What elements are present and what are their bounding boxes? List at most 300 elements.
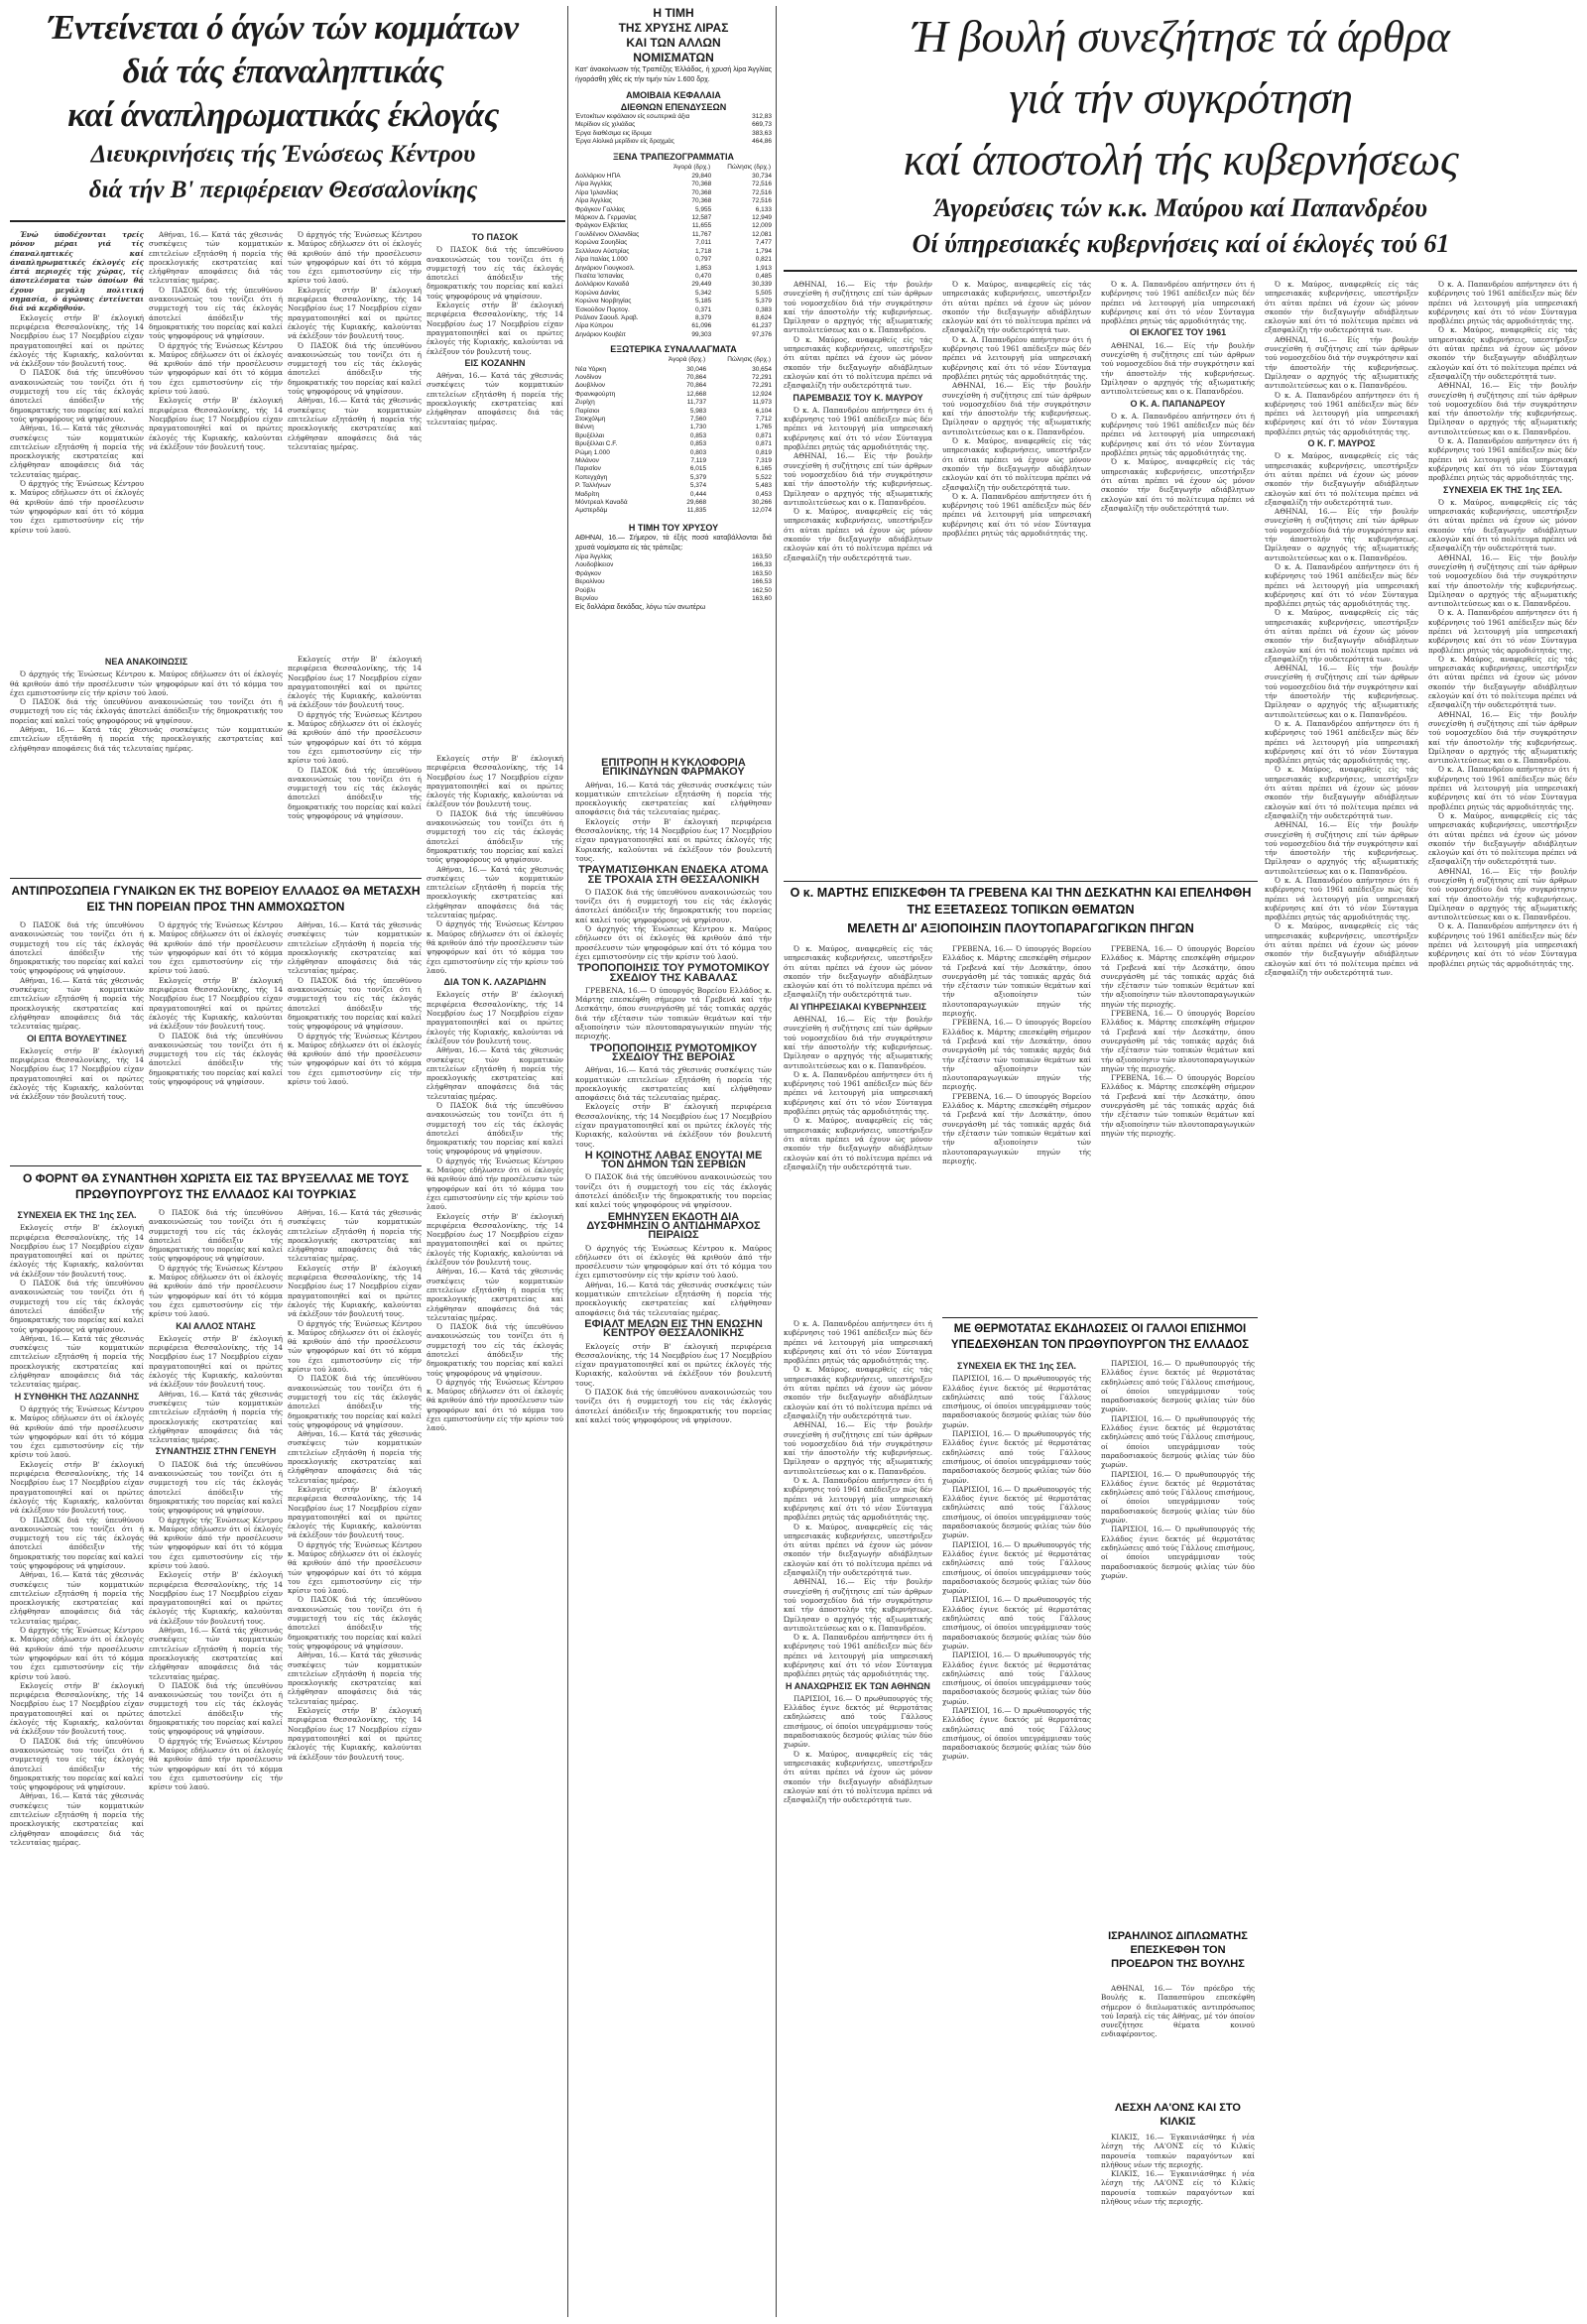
sell-header: Πώλησις (δρχ.) (727, 163, 771, 171)
rate-value: 5,379 (689, 473, 707, 481)
article-paragraph: Ό κ. Μαύρος, αναφερθείς είς τάς υπηρεσιακάς κυβερνήσεις, υπεστήριξεν ότι αύται πρέπει νά έχουν ώς μόνον σκοπόν τήν διεξαγωγήν αδιάβλητων εκλογών καί ότι τό πολίτευμα πρέπει νά εξασφαλίζη τήν ουδετερότητά των. (1265, 608, 1418, 664)
rate-value: 0,871 (755, 431, 772, 439)
rate-value: 5,483 (755, 482, 772, 490)
rate-label: Λίρα Άγγλίας (575, 181, 612, 188)
left-headline-line5: διά τήν Β' περιφέρειαν Θεσσαλονίκης (88, 177, 478, 203)
article-column (10, 655, 283, 873)
article-column (942, 1359, 1091, 2306)
rate-value: 1,794 (755, 247, 772, 255)
rate-row (575, 239, 772, 247)
article-column (1101, 1984, 1255, 2093)
article-paragraph: ΠΑΡΙΣΙΟΙ, 16.— Ό πρωθυπουργός τής Ελλάδος έγινε δεκτός μέ θερμοτάτας εκδηλώσεις από τούς Γάλλους επισήμους, οί όποίοι υπεγράμμισαν τούς παραδοσιακούς δεσμούς φιλίας τών δύο χωρών. (942, 1651, 1091, 1706)
section-rule (784, 881, 1258, 882)
article-paragraph: ΠΑΡΙΣΙΟΙ, 16.— Ό πρωθυπουργός τής Ελλάδος έγινε δεκτός μέ θερμοτάτας εκδηλώσεις από τούς Γάλλους επισήμους, οί όποίοι υπεγράμμισαν τούς παραδοσιακούς δεσμούς φιλίας τών δύο χωρών. (942, 1374, 1091, 1429)
article-paragraph: Ό άρχηγός τής Ένώσεως Κέντρου κ. Μαύρος εδήλωσεν ότι οί έκλογές θά κριθούν άπό τήν προσέλευσιν τών ψηφοφόρων καί ότι τό κόμμα του έχει εμπιστοσύνην είς τήν κρίσιν τού λαού. (427, 1156, 563, 1212)
rate-value: 7,477 (755, 239, 772, 247)
article-paragraph: Εκλογείς στήν Β' έκλογική περιφέρεια Θεσσαλονίκης, τής 14 Νοεμβρίου έως 17 Νοεμβρίου είχαν πραγματοποιηθεί καί οι πρώτες έκλογές τής Κυριακής, καλούνται νά έκλέξουν τόν βουλευτή τους. (149, 1570, 283, 1626)
rate-value: 0,803 (689, 448, 707, 456)
left-headline-line1: Έντείνεται ό άγών τών κομμάτων (48, 8, 519, 47)
rate-row (575, 382, 772, 390)
rate-value: 12,668 (686, 390, 707, 398)
rate-label: Μερίδιον είς χιλιάδας (575, 121, 636, 129)
buy-header: Άγορά (δρχ.) (673, 163, 711, 171)
rate-value: 0,453 (755, 490, 772, 498)
article-paragraph: Ό κ. Α. Παπανδρέου απήντησεν ότι ή κυβέρνησις τού 1961 απέδειξεν πώς δέν πρέπει νά λειτουργή μία υπηρεσιακή κυβέρνησις καί ότι τό νέον Σύνταγμα προβλέπει ρητώς τάς αρμοδιότητάς της. (1428, 280, 1577, 326)
column-rule (776, 6, 777, 2317)
rate-label: Δολλάριον Καναδά (575, 281, 630, 289)
article-paragraph: Ό κ. Μαύρος, αναφερθείς είς τάς υπηρεσιακάς κυβερνήσεις, υπεστήριξεν ότι αύται πρέπει νά έχουν ώς μόνον σκοπόν τήν διεξαγωγήν αδιάβλητων εκλογών καί ότι τό πολίτευμα πρέπει νά εξασφαλίζη τήν ουδετερότητά των. (1265, 765, 1418, 820)
article-paragraph: Ό ΠΑΣΟΚ διά τής ύπευθύνου ανακοινώσεώς του τονίζει ότι ή συμμετοχή του είς τάς έκλογάς άποτελεί άπόδειξιν τής δημοκρατικής του πορείας καί καλεί τούς ψηφοφόρους νά ψηφίσουν. (10, 697, 283, 725)
rate-label: Μιλάνον (575, 457, 599, 465)
article-paragraph: Ό ΠΑΣΟΚ διά τής ύπευθύνου ανακοινώσεώς του τονίζει ότι ή συμμετοχή του είς τάς έκλογάς άποτελεί άπόδειξιν τής δημοκρατικής του πορείας καί καλεί τούς ψηφοφόρους νά ψηφίσουν. (575, 1172, 772, 1210)
article-paragraph: Ό ΠΑΣΟΚ διά τής ύπευθύνου ανακοινώσεώς του τονίζει ότι ή συμμετοχή του είς τάς έκλογάς άποτελεί άπόδειξιν τής δημοκρατικής του πορείας καί καλεί τούς ψηφοφόρους νά ψηφίσουν. (149, 285, 283, 341)
subhead-martis: Ο κ. ΜΑΡΤΗΣ ΕΠΙΣΚΕΦΘΗ ΤΑ ΓΡΕΒΕΝΑ ΚΑΙ ΤΗΝ ΔΕΣΚΑΤΗΝ ΚΑΙ ΕΠΕΛΗΦΘΗ ΤΗΣ ΕΞΕΤΑΣΕΩΣ ΤΟΠΙΚΩΝ ΘΕΜΑΤΩΝ (790, 886, 1252, 917)
article-paragraph: ΑΘΗΝΑΙ, 16.— Είς τήν βουλήν συνεχίσθη ή συζήτησις επί τών άρθρων τού νομοσχεδίου διά τήν συγκρότησιν καί τήν άποστολήν τής κυβερνήσεως. Ώμίλησαν ο αρχηγός τής αξιωματικής αντιπολιτεύσεως και ο κ. Παπανδρέου. (1265, 820, 1418, 876)
rate-label: Κορώνα Νορβηγίας (575, 298, 632, 306)
rate-label: Μαδρίτη (575, 490, 600, 498)
article-paragraph: ΑΘΗΝΑΙ, 16.— Τόν πρόεδρο τής Βουλής κ. Παπασπύρου επεσκέφθη σήμερον ό διπλωματικός αντιπρόσωπος τού Ισραήλ είς τάς Αθήνας, μέ τόν όποίον συνεζήτησε θέματα κοινού ενδιαφέροντος. (1101, 1984, 1255, 2039)
article-paragraph: Ό άρχηγός τής Ένώσεως Κέντρου κ. Μαύρος εδήλωσεν ότι οί έκλογές θά κριθούν άπό τήν προσέλευσιν τών ψηφοφόρων καί ότι τό κόμμα του έχει εμπιστοσύνην είς τήν κρίσιν τού λαού. (288, 1318, 422, 1375)
rate-row (575, 432, 772, 440)
article-paragraph: Αθήναι, 16.— Κατά τάς χθεσινάς συσκέψεις τών κομματικών επιτελείων εξητάσθη ή πορεία τής προεκλογικής εκστρατείας καί ελήφθησαν αποφάσεις διά τάς τελευταίας ημέρας. (427, 1045, 563, 1101)
rate-row (575, 248, 772, 256)
rate-label: Βερνίου (575, 594, 598, 602)
gold-price-text: ΑΘΗΝΑΙ, 16.— Σήμερον, τά έξής ποσά καταβάλλονται διά χρυσά νομίσματα είς τάς τράπεζας: (575, 534, 772, 551)
rate-value: 0,819 (755, 448, 772, 456)
rate-row (575, 449, 772, 457)
article-column (575, 756, 772, 2313)
rate-label: Δηνάριον Γιουγκοσλ. (575, 264, 635, 272)
rate-row (575, 189, 772, 197)
rate-value: 29,840 (691, 173, 712, 181)
article-paragraph: Ό ΠΑΣΟΚ διά τής ύπευθύνου ανακοινώσεώς του τονίζει ότι ή συμμετοχή του είς τάς έκλογάς άποτελεί άπόδειξιν τής δημοκρατικής του πορείας καί καλεί τούς ψηφοφόρους νά ψηφίσουν. (288, 765, 422, 821)
article-paragraph: Εκλογείς στήν Β' έκλογική περιφέρεια Θεσσαλονίκης, τής 14 Νοεμβρίου έως 17 Νοεμβρίου είχαν πραγματοποιηθεί καί οι πρώτες έκλογές τής Κυριακής, καλούνται νά έκλέξουν τόν βουλευτή τους. (10, 1459, 144, 1516)
rate-row (575, 306, 772, 314)
article-paragraph: Αθήναι, 16.— Κατά τάς χθεσινάς συσκέψεις τών κομματικών επιτελείων εξητάσθη ή πορεία τής προεκλογικής εκστρατείας καί ελήφθησαν αποφάσεις διά τάς τελευταίας ημέρας. (427, 1267, 563, 1322)
rate-label: Λουδοβίκειον (575, 561, 614, 569)
rate-row (575, 424, 772, 431)
article-paragraph: ΠΑΡΙΣΙΟΙ, 16.— Ό πρωθυπουργός τής Ελλάδος έγινε δεκτός μέ θερμοτάτας εκδηλώσεις από τούς Γάλλους επισήμους, οί όποίοι υπεγράμμισαν τούς παραδοσιακούς δεσμούς φιλίας τών δύο χωρών. (942, 1705, 1091, 1762)
subhead-koini-lavas: Η ΚΟΙΝΟΤΗΣ ΛΑΒΑΣ ΕΝΟΥΤΑΙ ΜΕ ΤΟΝ ΔΗΜΟΝ ΤΩΝ ΣΕΡΒΙΩΝ (584, 1149, 763, 1171)
currency-title-2: ΤΗΣ ΧΡΥΣΗΣ ΛΙΡΑΣ (618, 21, 729, 35)
rate-value: 61,237 (752, 322, 772, 330)
article-paragraph: Ό κ. Α. Παπανδρέου απήντησεν ότι ή κυβέρνησις τού 1961 απέδειξεν πώς δέν πρέπει νά λειτουργή μία υπηρεσιακή κυβέρνησις καί ότι τό νέον Σύνταγμα προβλέπει ρητώς τάς αρμοδιότητάς της. (784, 1319, 932, 1366)
article-lead: Ένώ ύποδέχονται τρείς μόνον μέραι γιά τίς έπαναληπτικές καί άναπληρωματικές έκλογές είς έπτά περιοχές τής χώρας, τίς άποτελέσματα τών όποίων θά έχουν μεγάλη πολιτική σημασία, ό άγώνας έντείνεται διά νά κερδηθούν. (10, 230, 144, 313)
rate-label: Νέα Υόρκη (575, 365, 606, 373)
rate-value: 97,376 (752, 330, 772, 338)
article-column (784, 944, 932, 1311)
rate-label: Παρίσιοι (575, 407, 600, 415)
rate-value: 464,86 (752, 138, 772, 146)
rate-label: Γουλδένιον Ολλανδίας (575, 230, 640, 238)
rate-value: 72,291 (752, 373, 772, 381)
exchange-heading: ΕΞΩΤΕΡΙΚΑ ΣΥΝΑΛΛΑΓΜΑΤΑ (610, 344, 737, 355)
rate-row (575, 595, 772, 603)
left-headline (8, 6, 558, 208)
subhead-fornt: Ο ΦΟΡΝΤ ΘΑ ΣΥΝΑΝΤΗΘΗ ΧΩΡΙΣΤΑ ΕΙΣ ΤΑΣ ΒΡΥΞΕΛΛΑΣ ΜΕ ΤΟΥΣ ΠΡΩΘΥΠΟΥΡΓΟΥΣ ΤΗΣ ΕΛΛΑΔΟΣ ΚΑΙ ΤΟΥΡΚΙΑΣ (22, 1171, 410, 1201)
rate-label: Βιέννη (575, 424, 594, 431)
rate-label: Δουβλίνον (575, 382, 606, 390)
rate-value: 99,303 (691, 330, 712, 338)
rate-value: 0,485 (755, 272, 772, 280)
rate-row (575, 256, 772, 264)
article-paragraph: Εκλογείς στήν Β' έκλογική περιφέρεια Θεσσαλονίκης, τής 14 Νοεμβρίου έως 17 Νοεμβρίου είχαν πραγματοποιηθεί καί οι πρώτες έκλογές τής Κυριακής, καλούνται νά έκλέξουν τόν βουλευτή τους. (288, 285, 422, 341)
rate-value: 0,444 (689, 490, 707, 498)
article-paragraph: Αθήναι, 16.— Κατά τάς χθεσινάς συσκέψεις τών κομματικών επιτελείων εξητάσθη ή πορεία τής προεκλογικής εκστρατείας καί ελήφθησαν αποφάσεις διά τάς τελευταίας ημέρας. (10, 1333, 144, 1390)
article-paragraph: Ό ΠΑΣΟΚ διά τής ύπευθύνου ανακοινώσεώς του τονίζει ότι ή συμμετοχή του είς τάς έκλογάς άποτελεί άπόδειξιν τής δημοκρατικής του πορείας καί καλεί τούς ψηφοφόρους νά ψηφίσουν. (149, 1031, 283, 1087)
article-paragraph: Ό κ. Α. Παπανδρέου απήντησεν ότι ή κυβέρνησις τού 1961 απέδειξεν πώς δέν πρέπει νά λειτουργή μία υπηρεσιακή κυβέρνησις καί ότι τό νέον Σύνταγμα προβλέπει ρητώς τάς αρμοδιότητάς της. (1101, 280, 1255, 326)
currency-intro: Κατ' άνακοίνωσιν τής Τραπέζης Έλλάδος, ή χρυσή λίρα Άγγλίας ήγοράσθη χθές είς τήν τιμήν τών 1.600 δρχ. (575, 66, 772, 83)
rate-label: Φράγκον Ελβετίας (575, 222, 628, 230)
section-rule (942, 1317, 1258, 1318)
rate-row (575, 206, 772, 214)
rate-row (575, 290, 772, 298)
article-paragraph: Εκλογείς στήν Β' έκλογική περιφέρεια Θεσσαλονίκης, τής 14 Νοεμβρίου έως 17 Νοεμβρίου είχαν πραγματοποιηθεί καί οι πρώτες έκλογές τής Κυριακής, καλούνται νά έκλέξουν τόν βουλευτή τους. (149, 975, 283, 1032)
article-paragraph: ΑΘΗΝΑΙ, 16.— Είς τήν βουλήν συνεχίσθη ή συζήτησις επί τών άρθρων τού νομοσχεδίου διά τήν συγκρότησιν καί τήν άποστολήν τής κυβερνήσεως. Ώμίλησαν ο αρχηγός τής αξιωματικής αντιπολιτεύσεως και ο κ. Παπανδρέου. (942, 381, 1091, 436)
article-paragraph: Ό κ. Α. Παπανδρέου απήντησεν ότι ή κυβέρνησις τού 1961 απέδειξεν πώς δέν πρέπει νά λειτουργή μία υπηρεσιακή κυβέρνησις καί ότι τό νέον Σύνταγμα προβλέπει ρητώς τάς αρμοδιότητάς της. (1428, 921, 1577, 968)
article-paragraph: ΓΡΕΒΕΝΑ, 16.— Ό ύπουργός Βορείου Ελλάδος κ. Μάρτης επεσκέφθη σήμερον τά Γρεβενά καί τήν Δεσκάτην, όπου συνεργάσθη μέ τάς τοπικάς αρχάς διά τήν εξέτασιν τών τοπικών θεμάτων καί τήν αξιοποίησιν τών πλουτοπαραγωγικών πηγών τής περιοχής. (942, 944, 1091, 1019)
buy-header-2: Άγορά (δρχ.) (668, 356, 706, 364)
article-column (149, 1208, 283, 2309)
rate-label: Πεσέτα Ίσπανίας (575, 272, 624, 280)
article-paragraph: Ό κ. Α. Παπανδρέου απήντησεν ότι ή κυβέρνησις τού 1961 απέδειξεν πώς δέν πρέπει νά λειτουργή μία υπηρεσιακή κυβέρνησις καί ότι τό νέον Σύνταγμα προβλέπει ρητώς τάς αρμοδιότητάς της. (1265, 718, 1418, 766)
article-paragraph: Εκλογείς στήν Β' έκλογική περιφέρεια Θεσσαλονίκης, τής 14 Νοεμβρίου έως 17 Νοεμβρίου είχαν πραγματοποιηθεί καί οι πρώτες έκλογές τής Κυριακής, καλούνται νά έκλέξουν τόν βουλευτή τους. (575, 1102, 772, 1149)
article-paragraph: Ό άρχηγός τής Ένώσεως Κέντρου κ. Μαύρος εδήλωσεν ότι οί έκλογές θά κριθούν άπό τήν προσέλευσιν τών ψηφοφόρων καί ότι τό κόμμα του έχει εμπιστοσύνην είς τήν κρίσιν τού λαού. (10, 1404, 144, 1460)
article-column (1101, 2133, 1255, 2309)
rate-label: Κορώνα Δανίας (575, 289, 620, 297)
article-paragraph: Εκλογείς στήν Β' έκλογική περιφέρεια Θεσσαλονίκης, τής 14 Νοεμβρίου έως 17 Νοεμβρίου είχαν πραγματοποιηθεί καί οι πρώτες έκλογές τής Κυριακής, καλούνται νά έκλέξουν τόν βουλευτή τους. (427, 990, 563, 1045)
rate-row (575, 507, 772, 515)
rate-value: 6,133 (755, 205, 772, 213)
article-column (1428, 280, 1577, 2308)
article-paragraph: Ό ΠΑΣΟΚ διά τής ύπευθύνου ανακοινώσεώς του τονίζει ότι ή συμμετοχή του είς τάς έκλογάς άποτελεί άπόδειξιν τής δημοκρατικής του πορείας καί καλεί τούς ψηφοφόρους νά ψηφίσουν. (10, 1736, 144, 1792)
article-paragraph: Ό ΠΑΣΟΚ διά τής ύπευθύνου ανακοινώσεώς του τονίζει ότι ή συμμετοχή του είς τάς έκλογάς άποτελεί άπόδειξιν τής δημοκρατικής του πορείας καί καλεί τούς ψηφοφόρους νά ψηφίσουν. (10, 920, 144, 976)
rate-row (575, 391, 772, 399)
article-paragraph: Ό κ. Α. Παπανδρέου απήντησεν ότι ή κυβέρνησις τού 1961 απέδειξεν πώς δέν πρέπει νά λειτουργή μία υπηρεσιακή κυβέρνησις καί ότι τό νέον Σύνταγμα προβλέπει ρητώς τάς αρμοδιότητάς της. (1428, 436, 1577, 483)
article-paragraph: Ό άρχηγός τής Ένώσεως Κέντρου κ. Μαύρος εδήλωσεν ότι οί έκλογές θά κριθούν άπό τήν προσέλευσιν τών ψηφοφόρων καί ότι τό κόμμα του έχει εμπιστοσύνην είς τήν κρίσιν τού λαού. (10, 670, 283, 697)
subhead-synthiki: Η ΣΥΝΘΗΚΗ ΤΗΣ ΛΩΖΑΝΝΗΣ (14, 1391, 140, 1402)
rate-value: 12,587 (691, 214, 712, 222)
article-paragraph: Εκλογείς στήν Β' έκλογική περιφέρεια Θεσσαλονίκης, τής 14 Νοεμβρίου έως 17 Νοεμβρίου είχαν πραγματοποιηθεί καί οι πρώτες έκλογές τής Κυριακής, καλούνται νά έκλέξουν τόν βουλευτή τους. (10, 1223, 144, 1279)
article-paragraph: Ό άρχηγός τής Ένώσεως Κέντρου κ. Μαύρος εδήλωσεν ότι οί έκλογές θά κριθούν άπό τήν προσέλευσιν τών ψηφοφόρων καί ότι τό κόμμα του έχει εμπιστοσύνην είς τήν κρίσιν τού λαού. (427, 1377, 563, 1433)
rate-row (575, 578, 772, 586)
rate-label: Έργα διαθέσιμα εις ίδρυμα (575, 129, 652, 137)
article-column (288, 655, 422, 873)
left-headline-line2: διά τάς έπαναληπτικάς (122, 52, 444, 90)
rate-row (575, 138, 772, 146)
article-paragraph: Ό άρχηγός τής Ένώσεως Κέντρου κ. Μαύρος εδήλωσεν ότι οί έκλογές θά κριθούν άπό τήν προσέλευσιν τών ψηφοφόρων καί ότι τό κόμμα του έχει εμπιστοσύνην είς τήν κρίσιν τού λαού. (149, 340, 283, 397)
rate-value: 12,949 (752, 214, 772, 222)
subhead-ekloges61: ΟΙ ΕΚΛΟΓΕΣ ΤΟΥ 1961 (1129, 327, 1227, 338)
article-paragraph: Ό άρχηγός τής Ένώσεως Κέντρου κ. Μαύρος εδήλωσεν ότι οί έκλογές θά κριθούν άπό τήν προσέλευσιν τών ψηφοφόρων καί ότι τό κόμμα του έχει εμπιστοσύνην είς τήν κρίσιν τού λαού. (288, 230, 422, 286)
rate-value: 30,734 (752, 173, 772, 181)
article-paragraph: ΑΘΗΝΑΙ, 16.— Είς τήν βουλήν συνεχίσθη ή συζήτησις επί τών άρθρων τού νομοσχεδίου διά τήν συγκρότησιν καί τήν άποστολήν τής κυβερνήσεως. Ώμίλησαν ο αρχηγός τής αξιωματικής αντιπολιτεύσεως και ο κ. Παπανδρέου. (784, 280, 932, 335)
article-paragraph: Ό άρχηγός τής Ένώσεως Κέντρου κ. Μαύρος εδήλωσεν ότι οί έκλογές θά κριθούν άπό τήν προσέλευσιν τών ψηφοφόρων καί ότι τό κόμμα του έχει εμπιστοσύνην είς τήν κρίσιν τού λαού. (288, 709, 422, 766)
rate-row (575, 121, 772, 129)
article-column (149, 920, 283, 1159)
subhead-galloi: ΜΕ ΘΕΡΜΟΤΑΤΑΣ ΕΚΔΗΛΩΣΕΙΣ ΟΙ ΓΑΛΛΟΙ ΕΠΙΣΗΜΟΙ ΥΠΕΔΕΧΘΗΣΑΝ ΤΟΝ ΠΡΩΘΥΠΟΥΡΓΟΝ ΤΗΣ ΕΛΛΑΔΟΣ (950, 1323, 1250, 1351)
subhead-synantisi: ΣΥΝΑΝΤΗΣΙΣ ΣΤΗΝ ΓΕΝΕΥΗ (155, 1446, 277, 1457)
right-headline-line2: γιά τήν συγκρότηση (1009, 72, 1353, 123)
article-paragraph: Ό κ. Μαύρος, αναφερθείς είς τάς υπηρεσιακάς κυβερνήσεις, υπεστήριξεν ότι αύται πρέπει νά έχουν ώς μόνον σκοπόν τήν διεξαγωγήν αδιάβλητων εκλογών καί ότι τό πολίτευμα πρέπει νά εξασφαλίζη τήν ουδετερότητά των. (1265, 921, 1418, 977)
article-column (288, 920, 422, 1159)
subhead-synexeia-3: ΣΥΝΕΧΕΙΑ ΕΚ ΤΗΣ 1ης ΣΕΛ. (957, 1361, 1076, 1371)
article-paragraph: ΑΘΗΝΑΙ, 16.— Είς τήν βουλήν συνεχίσθη ή συζήτησις επί τών άρθρων τού νομοσχεδίου διά τήν συγκρότησιν καί τήν άποστολήν τής κυβερνήσεως. Ώμίλησαν ο αρχηγός τής αξιωματικής αντιπολιτεύσεως και ο κ. Παπανδρέου. (1428, 552, 1577, 609)
rate-value: 11,767 (691, 230, 712, 238)
article-paragraph: Αθήναι, 16.— Κατά τάς χθεσινάς συσκέψεις τών κομματικών επιτελείων εξητάσθη ή πορεία τής προεκλογικής εκστρατείας καί ελήφθησαν αποφάσεις διά τάς τελευταίας ημέρας. (10, 725, 283, 753)
rate-value: 72,291 (752, 382, 772, 390)
article-paragraph: Εκλογείς στήν Β' έκλογική περιφέρεια Θεσσαλονίκης, τής 14 Νοεμβρίου έως 17 Νοεμβρίου είχαν πραγματοποιηθεί καί οι πρώτες έκλογές τής Κυριακής, καλούνται νά έκλέξουν τόν βουλευτή τους. (427, 301, 563, 356)
article-paragraph: ΠΑΡΙΣΙΟΙ, 16.— Ό πρωθυπουργός τής Ελλάδος έγινε δεκτός μέ θερμοτάτας εκδηλώσεις από τούς Γάλλους επισήμους, οί όποίοι υπεγράμμισαν τούς παραδοσιακούς δεσμούς φιλίας τών δύο χωρών. (942, 1429, 1091, 1485)
rate-row (575, 587, 772, 595)
rate-row (575, 561, 772, 569)
rate-row (575, 322, 772, 330)
currency-title-3: ΚΑΙ ΤΩΝ ΑΛΛΩΝ (626, 36, 721, 50)
rate-value: 0,853 (689, 440, 707, 448)
article-paragraph: ΠΑΡΙΣΙΟΙ, 16.— Ό πρωθυπουργός τής Ελλάδος έγινε δεκτός μέ θερμοτάτας εκδηλώσεις από τούς Γάλλους επισήμους, οί όποίοι υπεγράμμισαν τούς παραδοσιακούς δεσμούς φιλίας τών δύο χωρών. (942, 1539, 1091, 1596)
rate-row (575, 222, 772, 230)
article-column (427, 754, 563, 2311)
article-paragraph: Ό ΠΑΣΟΚ διά τής ύπευθύνου ανακοινώσεώς του τονίζει ότι ή συμμετοχή του είς τάς έκλογάς άποτελεί άπόδειξιν τής δημοκρατικής του πορείας καί καλεί τούς ψηφοφόρους νά ψηφίσουν. (10, 1279, 144, 1334)
article-paragraph: Αθήναι, 16.— Κατά τάς χθεσινάς συσκέψεις τών κομματικών επιτελείων εξητάσθη ή πορεία τής προεκλογικής εκστρατείας καί ελήφθησαν αποφάσεις διά τάς τελευταίας ημέρας. (288, 1208, 422, 1264)
article-paragraph: Αθήναι, 16.— Κατά τάς χθεσινάς συσκέψεις τών κομματικών επιτελείων εξητάσθη ή πορεία τής προεκλογικής εκστρατείας καί ελήφθησαν αποφάσεις διά τάς τελευταίας ημέρας. (288, 396, 422, 451)
article-column (784, 280, 932, 875)
article-paragraph: Εκλογείς στήν Β' έκλογική περιφέρεια Θεσσαλονίκης, τής 14 Νοεμβρίου έως 17 Νοεμβρίου είχαν πραγματοποιηθεί καί οι πρώτες έκλογές τής Κυριακής, καλούνται νά έκλέξουν τόν βουλευτή τους. (149, 1333, 283, 1390)
rate-value: 163,60 (752, 594, 772, 602)
rate-value: 5,955 (694, 205, 712, 213)
article-paragraph: Ό ΠΑΣΟΚ διά τής ύπευθύνου ανακοινώσεώς του τονίζει ότι ή συμμετοχή του είς τάς έκλογάς άποτελεί άπόδειξιν τής δημοκρατικής του πορείας καί καλεί τούς ψηφοφόρους νά ψηφίσουν. (288, 975, 422, 1032)
article-paragraph: Ό κ. Μαύρος, αναφερθείς είς τάς υπηρεσιακάς κυβερνήσεις, υπεστήριξεν ότι αύται πρέπει νά έχουν ώς μόνον σκοπόν τήν διεξαγωγήν αδιάβλητων εκλογών καί ότι τό πολίτευμα πρέπει νά εξασφαλίζη τήν ουδετερότητά των. (1101, 457, 1255, 513)
article-paragraph: Ό κ. Α. Παπανδρέου απήντησεν ότι ή κυβέρνησις τού 1961 απέδειξεν πώς δέν πρέπει νά λειτουργή μία υπηρεσιακή κυβέρνησις καί ότι τό νέον Σύνταγμα προβλέπει ρητώς τάς αρμοδιότητάς της. (784, 1633, 932, 1679)
article-paragraph: ΓΡΕΒΕΝΑ, 16.— Ό ύπουργός Βορείου Ελλάδος κ. Μάρτης επεσκέφθη σήμερον τά Γρεβενά καί τήν Δεσκάτην, όπου συνεργάσθη μέ τάς τοπικάς αρχάς διά τήν εξέτασιν τών τοπικών θεμάτων καί τήν αξιοποίησιν τών πλουτοπαραγωγικών πηγών τής περιοχής. (575, 985, 772, 1041)
rate-value: 30,046 (686, 365, 707, 373)
article-paragraph: Ό άρχηγός τής Ένώσεως Κέντρου κ. Μαύρος εδήλωσεν ότι οί έκλογές θά κριθούν άπό τήν προσέλευσιν τών ψηφοφόρων καί ότι τό κόμμα του έχει εμπιστοσύνην είς τήν κρίσιν τού λαού. (149, 920, 283, 976)
rate-label: Ρούβλι (575, 586, 595, 594)
rate-label: Λίρα Άγγλίας (575, 552, 612, 560)
rate-value: 72,516 (752, 188, 772, 196)
article-paragraph: ΑΘΗΝΑΙ, 16.— Είς τήν βουλήν συνεχίσθη ή συζήτησις επί τών άρθρων τού νομοσχεδίου διά τήν συγκρότησιν καί τήν άποστολήν τής κυβερνήσεως. Ώμίλησαν ο αρχηγός τής αξιωματικής αντιπολιτεύσεως και ο κ. Παπανδρέου. (1265, 334, 1418, 391)
subhead-epitropi: ΕΠΙΤΡΟΠΗ Η ΚΥΚΛΟΦΟΡΙΑ ΕΠΙΚΙΝΔΥΝΩΝ ΦΑΡΜΑΚΟΥ (601, 757, 746, 779)
article-paragraph: Ό άρχηγός τής Ένώσεως Κέντρου κ. Μαύρος εδήλωσεν ότι οί έκλογές θά κριθούν άπό τήν προσέλευσιν τών ψηφοφόρων καί ότι τό κόμμα του έχει εμπιστοσύνην είς τήν κρίσιν τού λαού. (149, 1736, 283, 1792)
subhead-epta: ΟΙ ΕΠΤΑ ΒΟΥΛΕΥΤΙΝΕΣ (27, 1033, 127, 1043)
article-paragraph: ΓΡΕΒΕΝΑ, 16.— Ό ύπουργός Βορείου Ελλάδος κ. Μάρτης επεσκέφθη σήμερον τά Γρεβενά καί τήν Δεσκάτην, όπου συνεργάσθη μέ τάς τοπικάς αρχάς διά τήν εξέτασιν τών τοπικών θεμάτων καί τήν αξιοποίησιν τών πλουτοπαραγωγικών πηγών τής περιοχής. (942, 1018, 1091, 1092)
rate-value: 6,015 (689, 465, 707, 473)
rate-value: 11,655 (691, 222, 712, 230)
left-headline-line3: καί άναπληρωματικάς έκλογάς (67, 95, 499, 134)
banknotes-table (575, 163, 772, 340)
article-paragraph: Ό ΠΑΣΟΚ διά τής ύπευθύνου ανακοινώσεώς του τονίζει ότι ή συμμετοχή του είς τάς έκλογάς άποτελεί άπόδειξιν τής δημοκρατικής του πορείας καί καλεί τούς ψηφοφόρους νά ψηφίσουν. (149, 1680, 283, 1737)
rate-value: 5,505 (755, 289, 772, 297)
article-paragraph: ΑΘΗΝΑΙ, 16.— Είς τήν βουλήν συνεχίσθη ή συζήτησις επί τών άρθρων τού νομοσχεδίου διά τήν συγκρότησιν καί τήν άποστολήν τής κυβερνήσεως. Ώμίλησαν ο αρχηγός τής αξιωματικής αντιπολιτεύσεως και ο κ. Παπανδρέου. (1428, 709, 1577, 766)
article-column (288, 230, 422, 647)
rate-value: 7,011 (695, 239, 712, 247)
article-paragraph: Ό ΠΑΣΟΚ διά τής ύπευθύνου ανακοινώσεώς του τονίζει ότι ή συμμετοχή του είς τάς έκλογάς άποτελεί άπόδειξιν τής δημοκρατικής του πορείας καί καλεί τούς ψηφοφόρους νά ψηφίσουν. (427, 808, 563, 865)
column-rule (567, 6, 568, 2317)
article-paragraph: Ό κ. Α. Παπανδρέου απήντησεν ότι ή κυβέρνησις τού 1961 απέδειξεν πώς δέν πρέπει νά λειτουργή μία υπηρεσιακή κυβέρνησις καί ότι τό νέον Σύνταγμα προβλέπει ρητώς τάς αρμοδιότητάς της. (1101, 411, 1255, 458)
rate-row (575, 465, 772, 473)
rate-label: Λίρα Ιταλίας 1.000 (575, 256, 628, 264)
rate-value: 0,470 (694, 272, 712, 280)
article-paragraph: Ό άρχηγός τής Ένώσεως Κέντρου κ. Μαύρος εδήλωσεν ότι οί έκλογές θά κριθούν άπό τήν προσέλευσιν τών ψηφοφόρων καί ότι τό κόμμα του έχει εμπιστοσύνην είς τήν κρίσιν τού λαού. (10, 1626, 144, 1681)
article-paragraph: ΓΡΕΒΕΝΑ, 16.— Ό ύπουργός Βορείου Ελλάδος κ. Μάρτης επεσκέφθη σήμερον τά Γρεβενά καί τήν Δεσκάτην, όπου συνεργάσθη μέ τάς τοπικάς αρχάς διά τήν εξέτασιν τών τοπικών θεμάτων καί τήν αξιοποίησιν τών πλουτοπαραγωγικών πηγών τής περιοχής. (942, 1091, 1091, 1165)
article-column (10, 1208, 144, 2309)
rate-value: 7,319 (755, 457, 772, 465)
article-paragraph: Ό ΠΑΣΟΚ διά τής ύπευθύνου ανακοινώσεώς του τονίζει ότι ή συμμετοχή του είς τάς έκλογάς άποτελεί άπόδειξιν τής δημοκρατικής του πορείας καί καλεί τούς ψηφοφόρους νά ψηφίσουν. (10, 1515, 144, 1570)
right-headline (782, 6, 1580, 262)
article-paragraph: Ό κ. Μαύρος, αναφερθείς είς τάς υπηρεσιακάς κυβερνήσεις, υπεστήριξεν ότι αύται πρέπει νά έχουν ώς μόνον σκοπόν τήν διεξαγωγήν αδιάβλητων εκλογών καί ότι τό πολίτευμα πρέπει νά εξασφαλίζη τήν ουδετερότητά των. (784, 1522, 932, 1578)
rate-row (575, 457, 772, 465)
article-paragraph: Ό κ. Α. Παπανδρέου απήντησεν ότι ή κυβέρνησις τού 1961 απέδειξεν πώς δέν πρέπει νά λειτουργή μία υπηρεσιακή κυβέρνησις καί ότι τό νέον Σύνταγμα προβλέπει ρητώς τάς αρμοδιότητάς της. (942, 491, 1091, 539)
article-paragraph: Αθήναι, 16.— Κατά τάς χθεσινάς συσκέψεις τών κομματικών επιτελείων εξητάσθη ή πορεία τής προεκλογικής εκστρατείας καί ελήφθησαν αποφάσεις διά τάς τελευταίας ημέρας. (10, 975, 144, 1032)
article-paragraph: Εκλογείς στήν Β' έκλογική περιφέρεια Θεσσαλονίκης, τής 14 Νοεμβρίου έως 17 Νοεμβρίου είχαν πραγματοποιηθεί καί οι πρώτες έκλογές τής Κυριακής, καλούνται νά έκλέξουν τόν βουλευτή τους. (10, 1680, 144, 1737)
subhead-mavros: Ο Κ. Γ. ΜΑΥΡΟΣ (1307, 438, 1376, 449)
article-paragraph: Ό ΠΑΣΟΚ διά τής ύπευθύνου ανακοινώσεώς του τονίζει ότι ή συμμετοχή του είς τάς έκλογάς άποτελεί άπόδειξιν τής δημοκρατικής του πορείας καί καλεί τούς ψηφοφόρους νά ψηφίσουν. (575, 1388, 772, 1424)
subhead-kavala: ΤΡΟΠΟΠΟΙΗΣΙΣ ΤΟΥ ΡΥΜΟΤΟΜΙΚΟΥ ΣΧΕΔΙΟΥ ΤΗΣ ΚΑΒΑΛΑΣ (577, 962, 770, 984)
subhead-antiprosopeia: ΑΝΤΙΠΡΟΣΩΠΕΙΑ ΓΥΝΑΙΚΩΝ ΕΚ ΤΗΣ ΒΟΡΕΙΟΥ ΕΛΛΑΔΟΣ ΘΑ ΜΕΤΑΣΧΗ ΕΙΣ ΤΗΝ ΠΟΡΕΙΑΝ ΠΡΟΣ ΤΗΝ ΑΜΜΟΧΩΣΤΟΝ (11, 884, 421, 914)
article-paragraph: ΓΡΕΒΕΝΑ, 16.— Ό ύπουργός Βορείου Ελλάδος κ. Μάρτης επεσκέφθη σήμερον τά Γρεβενά καί τήν Δεσκάτην, όπου συνεργάσθη μέ τάς τοπικάς αρχάς διά τήν εξέτασιν τών τοπικών θεμάτων καί τήν αξιοποίησιν τών πλουτοπαραγωγικών πηγών τής περιοχής. (1101, 1009, 1255, 1073)
article-column (1265, 280, 1418, 2308)
rate-value: 70,368 (691, 188, 712, 196)
rate-label: Δολλάριον ΗΠΑ (575, 173, 621, 181)
rate-value: 383,63 (752, 129, 772, 137)
rate-row (575, 474, 772, 482)
article-paragraph: Αθήναι, 16.— Κατά τάς χθεσινάς συσκέψεις τών κομματικών επιτελείων εξητάσθη ή πορεία τής προεκλογικής εκστρατείας καί ελήφθησαν αποφάσεις διά τάς τελευταίας ημέρας. (10, 1791, 144, 1847)
article-paragraph: Ό άρχηγός τής Ένώσεως Κέντρου κ. Μαύρος εδήλωσεν ότι οί έκλογές θά κριθούν άπό τήν προσέλευσιν τών ψηφοφόρων καί ότι τό κόμμα του έχει εμπιστοσύνην είς τήν κρίσιν τού λαού. (10, 479, 144, 535)
subhead-synexeia-2: ΣΥΝΕΧΕΙΑ ΕΚ ΤΗΣ 1ης ΣΕΛ. (1443, 484, 1562, 495)
rate-label: Κοπεγχάγη (575, 473, 608, 481)
article-paragraph: Ό ΠΑΣΟΚ διά τής ύπευθύνου ανακοινώσεώς του τονίζει ότι ή συμμετοχή του είς τάς έκλογάς άποτελεί άπόδειξιν τής δημοκρατικής του πορείας καί καλεί τούς ψηφοφόρους νά ψηφίσουν. (575, 887, 772, 924)
article-column (942, 280, 1091, 875)
article-paragraph: Ό ΠΑΣΟΚ διά τής ύπευθύνου ανακοινώσεώς του τονίζει ότι ή συμμετοχή του είς τάς έκλογάς άποτελεί άπόδειξιν τής δημοκρατικής του πορείας καί καλεί τούς ψηφοφόρους νά ψηφίσουν. (427, 1100, 563, 1157)
article-paragraph: ΓΡΕΒΕΝΑ, 16.— Ό ύπουργός Βορείου Ελλάδος κ. Μάρτης επεσκέφθη σήμερον τά Γρεβενά καί τήν Δεσκάτην, όπου συνεργάσθη μέ τάς τοπικάς αρχάς διά τήν εξέτασιν τών τοπικών θεμάτων καί τήν αξιοποίησιν τών πλουτοπαραγωγικών πηγών τής περιοχής. (1101, 1073, 1255, 1138)
rate-value: 11,737 (686, 399, 707, 407)
article-column (784, 1319, 932, 2306)
article-column (288, 1208, 422, 2309)
rate-row (575, 265, 772, 273)
article-paragraph: Αθήναι, 16.— Κατά τάς χθεσινάς συσκέψεις τών κομματικών επιτελείων εξητάσθη ή πορεία τής προεκλογικής εκστρατείας καί ελήφθησαν αποφάσεις διά τάς τελευταίας ημέρας. (575, 1280, 772, 1317)
rate-label: Βρυξέλλαι C.F. (575, 440, 618, 448)
rate-label: Βρυξέλλαι (575, 431, 604, 439)
rate-value: 1,765 (755, 424, 772, 431)
article-paragraph: Ό κ. Μαύρος, αναφερθείς είς τάς υπηρεσιακάς κυβερνήσεις, υπεστήριξεν ότι αύται πρέπει νά έχουν ώς μόνον σκοπόν τήν διεξαγωγήν αδιάβλητων εκλογών καί ότι τό πολίτευμα πρέπει νά εξασφαλίζη τήν ουδετερότητά των. (1428, 325, 1577, 381)
article-paragraph: Ό ΠΑΣΟΚ διά τής ύπευθύνου ανακοινώσεώς του τονίζει ότι ή συμμετοχή του είς τάς έκλογάς άποτελεί άπόδειξιν τής δημοκρατικής του πορείας καί καλεί τούς ψηφοφόρους νά ψηφίσουν. (149, 1459, 283, 1516)
banknotes-heading: ΞΕΝΑ ΤΡΑΠΕΖΟΓΡΑΜΜΑΤΙΑ (612, 151, 735, 162)
sell-header-2: Πώλησις (δρχ.) (727, 356, 771, 364)
article-paragraph: ΠΑΡΙΣΙΟΙ, 16.— Ό πρωθυπουργός τής Ελλάδος έγινε δεκτός μέ θερμοτάτας εκδηλώσεις από τούς Γάλλους επισήμους, οί όποίοι υπεγράμμισαν τούς παραδοσιακούς δεσμούς φιλίας τών δύο χωρών. (1101, 1525, 1255, 1580)
rate-value: 162,50 (752, 586, 772, 594)
article-column (1101, 280, 1255, 875)
rate-value: 12,924 (752, 390, 772, 398)
rate-value: 669,73 (752, 121, 772, 129)
rate-label: Λίρα Άγγλίας (575, 197, 612, 205)
rate-value: 11,973 (752, 399, 772, 407)
article-paragraph: Εκλογείς στήν Β' έκλογική περιφέρεια Θεσσαλονίκης, τής 14 Νοεμβρίου έως 17 Νοεμβρίου είχαν πραγματοποιηθεί καί οι πρώτες έκλογές τής Κυριακής, καλούνται νά έκλέξουν τόν βουλευτή τους. (575, 1341, 772, 1388)
rate-value: 163,50 (752, 569, 772, 577)
rate-row (575, 491, 772, 499)
rate-value: 30,339 (752, 281, 772, 289)
rate-label: Ρ. Ταλλήνων (575, 482, 611, 490)
section-rule (10, 878, 422, 879)
gold-price-table (575, 553, 772, 603)
article-paragraph: Ό άρχηγός τής Ένώσεως Κέντρου κ. Μαύρος εδήλωσεν ότι οί έκλογές θά κριθούν άπό τήν προσέλευσιν τών ψηφοφόρων καί ότι τό κόμμα του έχει εμπιστοσύνην είς τήν κρίσιν τού λαού. (288, 1539, 422, 1596)
article-paragraph: ΚΙΛΚΙΣ, 16.— Έγκαινιάσθηκε ή νέα λέσχη τής ΛΑ'ΟΝΣ είς τό Κιλκίς παρουσία τοπικών παραγόντων καί πλήθους νέων τής περιοχής. (1101, 2133, 1255, 2169)
article-paragraph: Ό άρχηγός τής Ένώσεως Κέντρου κ. Μαύρος εδήλωσεν ότι οί έκλογές θά κριθούν άπό τήν προσέλευσιν τών ψηφοφόρων καί ότι τό κόμμα του έχει εμπιστοσύνην είς τήν κρίσιν τού λαού. (427, 919, 563, 975)
headline-rule (10, 220, 565, 222)
article-paragraph: Ό κ. Μαύρος, αναφερθείς είς τάς υπηρεσιακάς κυβερνήσεις, υπεστήριξεν ότι αύται πρέπει νά έχουν ώς μόνον σκοπόν τήν διεξαγωγήν αδιάβλητων εκλογών καί ότι τό πολίτευμα πρέπει νά εξασφαλίζη τήν ουδετερότητά των. (1265, 280, 1418, 335)
rate-label: Φράγκον (575, 569, 601, 577)
article-column (1101, 1359, 1255, 1875)
rate-value: 8,624 (755, 313, 772, 321)
article-column (10, 920, 144, 1159)
rate-value: 312,83 (752, 113, 772, 120)
rate-row (575, 197, 772, 205)
article-paragraph: Αθήναι, 16.— Κατά τάς χθεσινάς συσκέψεις τών κομματικών επιτελείων εξητάσθη ή πορεία τής προεκλογικής εκστρατείας καί ελήφθησαν αποφάσεις διά τάς τελευταίας ημέρας. (149, 1626, 283, 1681)
rate-label: Βερολίνου (575, 578, 605, 586)
article-paragraph: ΠΑΡΙΣΙΟΙ, 16.— Ό πρωθυπουργός τής Ελλάδος έγινε δεκτός μέ θερμοτάτας εκδηλώσεις από τούς Γάλλους επισήμους, οί όποίοι υπεγράμμισαν τούς παραδοσιακούς δεσμούς φιλίας τών δύο χωρών. (1101, 1359, 1255, 1414)
article-paragraph: Αθήναι, 16.— Κατά τάς χθεσινάς συσκέψεις τών κομματικών επιτελείων εξητάσθη ή πορεία τής προεκλογικής εκστρατείας καί ελήφθησαν αποφάσεις διά τάς τελευταίας ημέρας. (288, 1429, 422, 1485)
subhead-ypiresiakes: ΑΙ ΥΠΗΡΕΣΙΑΚΑΙ ΚΥΒΕΡΝΗΣΕΙΣ (789, 1001, 927, 1012)
article-paragraph: ΓΡΕΒΕΝΑ, 16.— Ό ύπουργός Βορείου Ελλάδος κ. Μάρτης επεσκέφθη σήμερον τά Γρεβενά καί τήν Δεσκάτην, όπου συνεργάσθη μέ τάς τοπικάς αρχάς διά τήν εξέτασιν τών τοπικών θεμάτων καί τήν αξιοποίησιν τών πλουτοπαραγωγικών πηγών τής περιοχής. (1101, 944, 1255, 1009)
rate-label: Φρανκφούρτη (575, 390, 616, 398)
rate-label: Ρώμη 1.000 (575, 448, 610, 456)
rate-value: 0,371 (694, 306, 712, 313)
rate-value: 7,560 (689, 416, 707, 423)
article-paragraph: Εκλογείς στήν Β' έκλογική περιφέρεια Θεσσαλονίκης, τής 14 Νοεμβρίου έως 17 Νοεμβρίου είχαν πραγματοποιηθεί καί οι πρώτες έκλογές τής Κυριακής, καλούνται νά έκλέξουν τόν βουλευτή τους. (288, 1263, 422, 1319)
headline-rule (784, 270, 1577, 272)
rate-value: 1,730 (689, 424, 707, 431)
funds-table (575, 113, 772, 147)
article-paragraph: Ό άρχηγός τής Ένώσεως Κέντρου κ. Μαύρος εδήλωσεν ότι οί έκλογές θά κριθούν άπό τήν προσέλευσιν τών ψηφοφόρων καί ότι τό κόμμα του έχει εμπιστοσύνην είς τήν κρίσιν τού λαού. (575, 924, 772, 961)
article-paragraph: Ό κ. Α. Παπανδρέου απήντησεν ότι ή κυβέρνησις τού 1961 απέδειξεν πώς δέν πρέπει νά λειτουργή μία υπηρεσιακή κυβέρνησις καί ότι τό νέον Σύνταγμα προβλέπει ρητώς τάς αρμοδιότητάς της. (1428, 608, 1577, 655)
article-paragraph: Εκλογείς στήν Β' έκλογική περιφέρεια Θεσσαλονίκης, τής 14 Νοεμβρίου έως 17 Νοεμβρίου είχαν πραγματοποιηθεί καί οι πρώτες έκλογές τής Κυριακής, καλούνται νά έκλέξουν τόν βουλευτή τους. (10, 312, 144, 369)
currency-box (575, 6, 772, 613)
rate-label: Μάρκον Δ. Γερμανίας (575, 214, 637, 222)
subhead-kozani: ΕΙΣ ΚΟΖΑΝΗΝ (464, 357, 526, 368)
rate-value: 7,119 (690, 457, 707, 465)
rate-row (575, 440, 772, 448)
rate-value: 163,50 (752, 552, 772, 560)
rate-value: 166,33 (752, 561, 772, 569)
article-paragraph: Ό κ. Μαύρος, αναφερθείς είς τάς υπηρεσιακάς κυβερνήσεις, υπεστήριξεν ότι αύται πρέπει νά έχουν ώς μόνον σκοπόν τήν διεξαγωγήν αδιάβλητων εκλογών καί ότι τό πολίτευμα πρέπει νά εξασφαλίζη τήν ουδετερότητά των. (1265, 451, 1418, 507)
rate-value: 11,835 (686, 507, 707, 515)
rate-value: 0,871 (755, 440, 772, 448)
article-paragraph: ΑΘΗΝΑΙ, 16.— Είς τήν βουλήν συνεχίσθη ή συζήτησις επί τών άρθρων τού νομοσχεδίου διά τήν συγκρότησιν καί τήν άποστολήν τής κυβερνήσεως. Ώμίλησαν ο αρχηγός τής αξιωματικής αντιπολιτεύσεως και ο κ. Παπανδρέου. (784, 1577, 932, 1633)
rate-label: Κορώνα Σουηδίας (575, 239, 628, 247)
article-column (427, 230, 563, 746)
article-paragraph: Ό κ. Μαύρος, αναφερθείς είς τάς υπηρεσιακάς κυβερνήσεις, υπεστήριξεν ότι αύται πρέπει νά έχουν ώς μόνον σκοπόν τήν διεξαγωγήν αδιάβλητων εκλογών καί ότι τό πολίτευμα πρέπει νά εξασφαλίζη τήν ουδετερότητά των. (942, 436, 1091, 492)
rate-row (575, 366, 772, 374)
left-headline-line4: Διευκρινήσεις τής Ένώσεως Κέντρου (90, 141, 476, 168)
rate-value: 5,374 (689, 482, 707, 490)
subhead-veria: ΤΡΟΠΟΠΟΙΗΣΙΣ ΡΥΜΟΤΟΜΙΚΟΥ ΣΧΕΔΙΟΥ ΤΗΣ ΒΕΡΟΙΑΣ (589, 1041, 758, 1063)
article-paragraph: ΑΘΗΝΑΙ, 16.— Είς τήν βουλήν συνεχίσθη ή συζήτησις επί τών άρθρων τού νομοσχεδίου διά τήν συγκρότησιν καί τήν άποστολήν τής κυβερνήσεως. Ώμίλησαν ο αρχηγός τής αξιωματικής αντιπολιτεύσεως και ο κ. Παπανδρέου. (1101, 340, 1255, 397)
article-paragraph: Ό ΠΑΣΟΚ διά τής ύπευθύνου ανακοινώσεώς του τονίζει ότι ή συμμετοχή του είς τάς έκλογάς άποτελεί άπόδειξιν τής δημοκρατικής του πορείας καί καλεί τούς ψηφοφόρους νά ψηφίσουν. (427, 1322, 563, 1378)
article-paragraph: Εκλογείς στήν Β' έκλογική περιφέρεια Θεσσαλονίκης, τής 14 Νοεμβρίου έως 17 Νοεμβρίου είχαν πραγματοποιηθεί καί οι πρώτες έκλογές τής Κυριακής, καλούνται νά έκλέξουν τόν βουλευτή τους. (288, 655, 422, 710)
article-paragraph: Εκλογείς στήν Β' έκλογική περιφέρεια Θεσσαλονίκης, τής 14 Νοεμβρίου έως 17 Νοεμβρίου είχαν πραγματοποιηθεί καί οι πρώτες έκλογές τής Κυριακής, καλούνται νά έκλέξουν τόν βουλευτή τους. (575, 816, 772, 863)
rate-label: Λίρα Κύπρου (575, 322, 614, 330)
article-column (942, 944, 1091, 1311)
rate-row (575, 416, 772, 424)
article-paragraph: Αθήναι, 16.— Κατά τάς χθεσινάς συσκέψεις τών κομματικών επιτελείων εξητάσθη ή πορεία τής προεκλογικής εκστρατείας καί ελήφθησαν αποφάσεις διά τάς τελευταίας ημέρας. (149, 230, 283, 286)
rate-row (575, 281, 772, 289)
article-paragraph: Ό ΠΑΣΟΚ διά τής ύπευθύνου ανακοινώσεώς του τονίζει ότι ή συμμετοχή του είς τάς έκλογάς άποτελεί άπόδειξιν τής δημοκρατικής του πορείας καί καλεί τούς ψηφοφόρους νά ψηφίσουν. (149, 1208, 283, 1264)
currency-title-1: Η ΤΙΜΗ (653, 6, 694, 20)
article-paragraph: Ό άρχηγός τής Ένώσεως Κέντρου κ. Μαύρος εδήλωσεν ότι οί έκλογές θά κριθούν άπό τήν προσέλευσιν τών ψηφοφόρων καί ότι τό κόμμα του έχει εμπιστοσύνην είς τήν κρίσιν τού λαού. (149, 1263, 283, 1319)
rate-value: 0,383 (755, 306, 772, 313)
right-headline-line1: Ή βουλή συνεζήτησε τά άρθρα (912, 11, 1450, 61)
article-paragraph: ΑΘΗΝΑΙ, 16.— Είς τήν βουλήν συνεχίσθη ή συζήτησις επί τών άρθρων τού νομοσχεδίου διά τήν συγκρότησιν καί τήν άποστολήν τής κυβερνήσεως. Ώμίλησαν ο αρχηγός τής αξιωματικής αντιπολιτεύσεως και ο κ. Παπανδρέου. (1428, 381, 1577, 436)
article-paragraph: Ό ΠΑΣΟΚ διά τής ύπευθύνου ανακοινώσεώς του τονίζει ότι ή συμμετοχή του είς τάς έκλογάς άποτελεί άπόδειξιν τής δημοκρατικής του πορείας καί καλεί τούς ψηφοφόρους νά ψηφίσουν. (10, 368, 144, 424)
